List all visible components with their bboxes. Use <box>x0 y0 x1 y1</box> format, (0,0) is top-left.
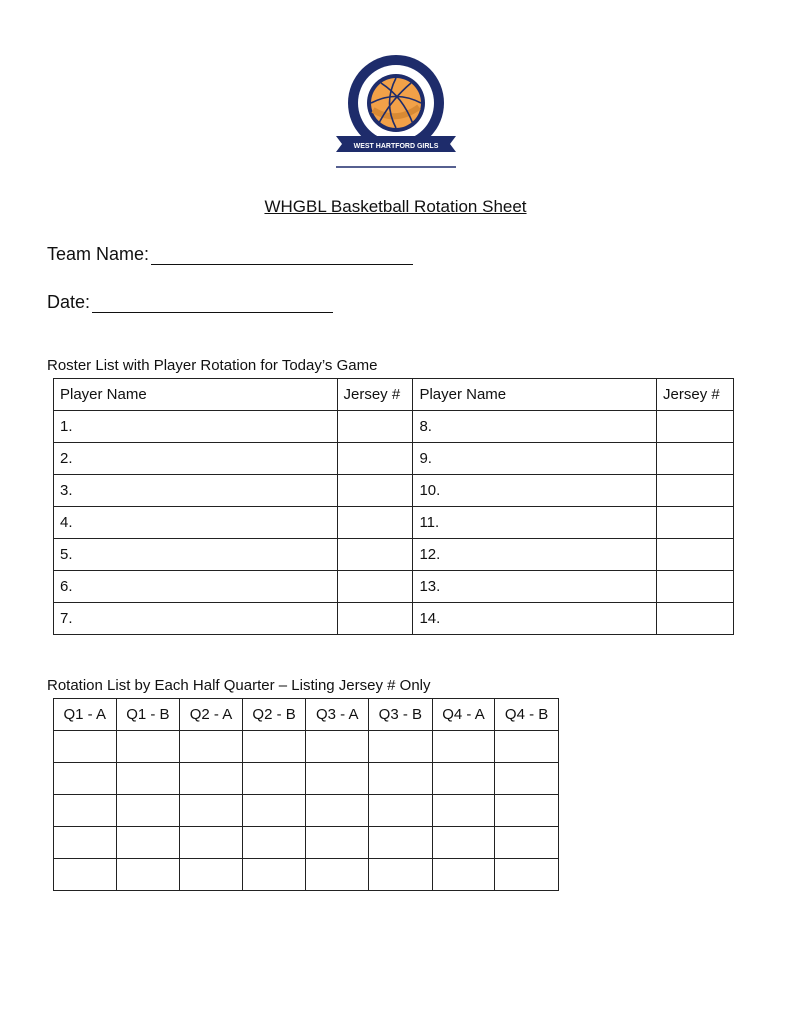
table-row <box>54 859 559 891</box>
jersey-cell[interactable] <box>657 539 734 571</box>
table-row <box>54 827 559 859</box>
jersey-entry-cell[interactable] <box>54 827 117 859</box>
jersey-entry-cell[interactable] <box>180 763 243 795</box>
jersey-entry-cell[interactable] <box>306 827 369 859</box>
player-name-cell[interactable]: 8. <box>413 411 657 443</box>
jersey-entry-cell[interactable] <box>180 827 243 859</box>
player-name-cell[interactable]: 12. <box>413 539 657 571</box>
column-header: Q1 - B <box>116 699 180 731</box>
jersey-entry-cell[interactable] <box>432 795 495 827</box>
jersey-entry-cell[interactable] <box>180 859 243 891</box>
jersey-entry-cell[interactable] <box>432 731 495 763</box>
column-header: Q4 - A <box>432 699 495 731</box>
jersey-entry-cell[interactable] <box>242 795 306 827</box>
player-name-cell[interactable]: 2. <box>54 443 338 475</box>
player-name-cell[interactable]: 14. <box>413 603 657 635</box>
jersey-entry-cell[interactable] <box>306 731 369 763</box>
league-logo <box>333 52 459 170</box>
table-row <box>54 603 734 635</box>
player-name-cell[interactable]: 11. <box>413 507 657 539</box>
jersey-cell[interactable] <box>337 571 413 603</box>
column-header: Q1 - A <box>54 699 117 731</box>
jersey-entry-cell[interactable] <box>368 827 432 859</box>
jersey-entry-cell[interactable] <box>116 795 180 827</box>
rotation-heading: Rotation List by Each Half Quarter – Listing Jersey # Only <box>47 677 431 694</box>
player-name-cell[interactable]: 13. <box>413 571 657 603</box>
jersey-entry-cell[interactable] <box>495 827 559 859</box>
table-row <box>54 571 734 603</box>
player-name-cell[interactable]: 4. <box>54 507 338 539</box>
jersey-entry-cell[interactable] <box>306 795 369 827</box>
jersey-entry-cell[interactable] <box>54 859 117 891</box>
table-row <box>54 539 734 571</box>
jersey-entry-cell[interactable] <box>242 827 306 859</box>
jersey-entry-cell[interactable] <box>432 827 495 859</box>
jersey-entry-cell[interactable] <box>368 731 432 763</box>
table-row <box>54 411 734 443</box>
jersey-cell[interactable] <box>657 603 734 635</box>
date-label: Date: <box>47 292 91 312</box>
player-name-cell[interactable]: 9. <box>413 443 657 475</box>
jersey-entry-cell[interactable] <box>495 763 559 795</box>
roster-table <box>53 378 734 635</box>
jersey-entry-cell[interactable] <box>116 763 180 795</box>
column-header: Q4 - B <box>495 699 559 731</box>
jersey-entry-cell[interactable] <box>54 731 117 763</box>
player-name-cell[interactable]: 6. <box>54 571 338 603</box>
jersey-entry-cell[interactable] <box>116 731 180 763</box>
jersey-cell[interactable] <box>337 507 413 539</box>
date-line[interactable] <box>92 293 333 313</box>
jersey-entry-cell[interactable] <box>180 731 243 763</box>
player-name-cell[interactable]: 10. <box>413 475 657 507</box>
jersey-entry-cell[interactable] <box>242 731 306 763</box>
table-row <box>54 443 734 475</box>
table-row <box>54 731 559 763</box>
jersey-cell[interactable] <box>657 571 734 603</box>
jersey-entry-cell[interactable] <box>116 827 180 859</box>
team-name-line[interactable] <box>151 245 413 265</box>
column-header: Q2 - A <box>180 699 243 731</box>
jersey-cell[interactable] <box>337 603 413 635</box>
table-row <box>54 795 559 827</box>
jersey-entry-cell[interactable] <box>495 795 559 827</box>
rotation-table <box>53 698 559 891</box>
page-title: WHGBL Basketball Rotation Sheet <box>264 197 527 216</box>
player-name-cell[interactable]: 5. <box>54 539 338 571</box>
roster-heading: Roster List with Player Rotation for Today’s Game <box>47 357 378 374</box>
jersey-entry-cell[interactable] <box>368 763 432 795</box>
column-header: Jersey # <box>657 379 734 411</box>
jersey-cell[interactable] <box>657 411 734 443</box>
logo-banner-text: WEST HARTFORD GIRLS <box>353 143 439 150</box>
jersey-entry-cell[interactable] <box>242 763 306 795</box>
jersey-cell[interactable] <box>337 539 413 571</box>
column-header: Q2 - B <box>242 699 306 731</box>
jersey-entry-cell[interactable] <box>180 795 243 827</box>
column-header: Player Name <box>54 379 338 411</box>
jersey-entry-cell[interactable] <box>116 859 180 891</box>
rotation-header-row <box>54 699 559 731</box>
jersey-entry-cell[interactable] <box>54 763 117 795</box>
jersey-cell[interactable] <box>657 475 734 507</box>
jersey-entry-cell[interactable] <box>306 859 369 891</box>
player-name-cell[interactable]: 1. <box>54 411 338 443</box>
jersey-entry-cell[interactable] <box>306 763 369 795</box>
team-name-label: Team Name: <box>47 244 150 264</box>
jersey-cell[interactable] <box>337 411 413 443</box>
jersey-entry-cell[interactable] <box>432 763 495 795</box>
column-header: Q3 - B <box>368 699 432 731</box>
table-row <box>54 475 734 507</box>
table-row <box>54 507 734 539</box>
column-header: Q3 - A <box>306 699 369 731</box>
roster-header-row <box>54 379 734 411</box>
date-field[interactable] <box>47 292 333 313</box>
jersey-cell[interactable] <box>657 443 734 475</box>
jersey-entry-cell[interactable] <box>368 859 432 891</box>
jersey-entry-cell[interactable] <box>242 859 306 891</box>
jersey-entry-cell[interactable] <box>54 795 117 827</box>
jersey-cell[interactable] <box>337 475 413 507</box>
jersey-entry-cell[interactable] <box>495 859 559 891</box>
column-header: Player Name <box>413 379 657 411</box>
jersey-cell[interactable] <box>337 443 413 475</box>
player-name-cell[interactable]: 7. <box>54 603 338 635</box>
column-header: Jersey # <box>337 379 413 411</box>
player-name-cell[interactable]: 3. <box>54 475 338 507</box>
jersey-entry-cell[interactable] <box>368 795 432 827</box>
jersey-entry-cell[interactable] <box>495 731 559 763</box>
team-name-field[interactable] <box>47 244 413 265</box>
jersey-entry-cell[interactable] <box>432 859 495 891</box>
jersey-cell[interactable] <box>657 507 734 539</box>
table-row <box>54 763 559 795</box>
